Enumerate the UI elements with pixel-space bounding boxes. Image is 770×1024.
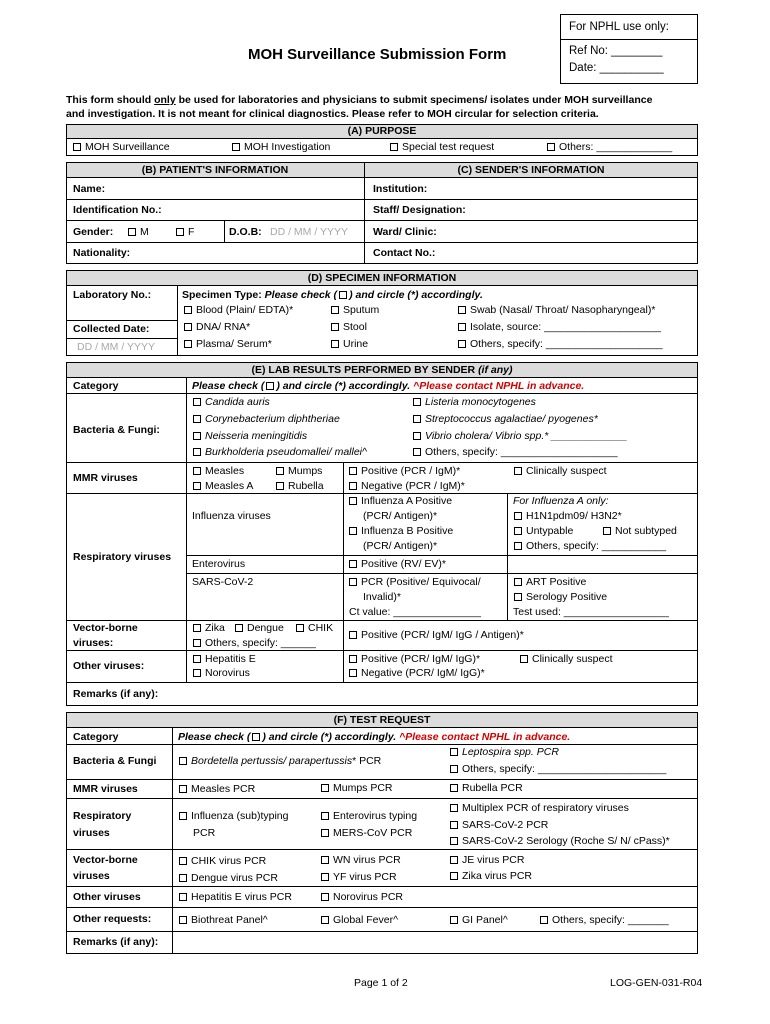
test-category-header: Category bbox=[73, 731, 119, 743]
purpose-others[interactable]: Others: _____________ bbox=[547, 141, 672, 154]
checkbox-icon[interactable] bbox=[413, 432, 421, 440]
checkbox-icon[interactable] bbox=[514, 542, 522, 550]
patient-info-title: (B) PATIENT'S INFORMATION bbox=[141, 164, 289, 176]
ward-label[interactable]: Ward/ Clinic: bbox=[373, 226, 437, 238]
checkbox-icon[interactable] bbox=[193, 467, 201, 475]
patient-id-label[interactable]: Identification No.: bbox=[73, 204, 162, 216]
checkbox-icon[interactable] bbox=[193, 639, 201, 647]
test-mers-pcr[interactable]: MERS-CoV PCR bbox=[321, 827, 412, 840]
collected-date-label: Collected Date: bbox=[73, 323, 150, 335]
lab-flu-b-positive[interactable]: Influenza B Positive bbox=[349, 525, 453, 538]
test-rubella-pcr[interactable]: Rubella PCR bbox=[450, 782, 523, 795]
checkbox-icon[interactable] bbox=[349, 467, 357, 475]
test-norovirus-pcr[interactable]: Norovirus PCR bbox=[321, 891, 403, 904]
test-mumps-pcr[interactable]: Mumps PCR bbox=[321, 782, 393, 795]
page-title: MOH Surveillance Submission Form bbox=[248, 46, 507, 63]
specimen-isolate[interactable]: Isolate, source: ____________________ bbox=[458, 321, 661, 334]
lab-vector-category-2: viruses: bbox=[73, 637, 114, 649]
test-multiplex[interactable]: Multiplex PCR of respiratory viruses bbox=[450, 802, 629, 815]
lab-sars-pcr[interactable]: PCR (Positive/ Equivocal/ bbox=[349, 576, 481, 589]
lab-flu-a-sub: (PCR/ Antigen)* bbox=[363, 510, 438, 522]
purpose-moh-investigation[interactable]: MOH Investigation bbox=[232, 141, 330, 154]
test-wn-pcr[interactable]: WN virus PCR bbox=[321, 854, 401, 867]
dob-input[interactable]: DD / MM / YYYY bbox=[270, 226, 348, 238]
nphl-use-label: For NPHL use only: bbox=[569, 21, 669, 33]
lab-ct-value[interactable]: Ct value: _______________ bbox=[349, 606, 481, 618]
checkbox-icon[interactable] bbox=[603, 527, 611, 535]
checkbox-icon[interactable] bbox=[458, 340, 466, 348]
lab-hepatitis-e[interactable]: Hepatitis E bbox=[193, 653, 256, 666]
lab-art-positive[interactable]: ART Positive bbox=[514, 576, 586, 589]
checkbox-icon[interactable] bbox=[349, 631, 357, 639]
checkbox-icon[interactable] bbox=[450, 916, 458, 924]
lab-not-subtyped[interactable]: Not subtyped bbox=[603, 525, 677, 538]
test-hepatitis-e-pcr[interactable]: Hepatitis E virus PCR bbox=[179, 891, 292, 904]
lab-strep[interactable]: Streptococcus agalactiae/ pyogenes* bbox=[413, 413, 598, 426]
lab-chik[interactable]: CHIK bbox=[296, 622, 333, 635]
specimen-swab[interactable]: Swab (Nasal/ Throat/ Nasopharyngeal)* bbox=[458, 304, 655, 317]
checkbox-icon[interactable] bbox=[514, 467, 522, 475]
test-resp-category: Respiratory bbox=[73, 810, 132, 822]
lab-dengue[interactable]: Dengue bbox=[235, 622, 284, 635]
lab-mmr-clinical[interactable]: Clinically suspect bbox=[514, 465, 607, 478]
test-je-pcr[interactable]: JE virus PCR bbox=[450, 854, 524, 867]
lab-zika[interactable]: Zika bbox=[193, 622, 225, 635]
checkbox-icon[interactable] bbox=[321, 784, 329, 792]
test-other-category: Other viruses bbox=[73, 891, 141, 903]
specimen-stool[interactable]: Stool bbox=[331, 321, 367, 334]
page-number: Page 1 of 2 bbox=[354, 977, 408, 989]
lab-serology-positive[interactable]: Serology Positive bbox=[514, 591, 607, 604]
checkbox-icon[interactable] bbox=[184, 323, 192, 331]
lab-resp-others[interactable]: Others, specify: ___________ bbox=[514, 540, 666, 553]
lab-other-negative[interactable]: Negative (PCR/ IgM/ IgG)* bbox=[349, 667, 485, 680]
checkbox-icon[interactable] bbox=[450, 837, 458, 845]
checkbox-icon[interactable] bbox=[179, 785, 187, 793]
test-enterovirus-typing[interactable]: Enterovirus typing bbox=[321, 810, 417, 823]
contact-label[interactable]: Contact No.: bbox=[373, 247, 436, 259]
checkbox-icon[interactable] bbox=[179, 916, 187, 924]
checkbox-icon[interactable] bbox=[193, 398, 201, 406]
checkbox-icon[interactable] bbox=[349, 578, 357, 586]
specimen-sputum[interactable]: Sputum bbox=[331, 304, 379, 317]
lab-other-clinical[interactable]: Clinically suspect bbox=[520, 653, 613, 666]
lab-coryne[interactable]: Corynebacterium diphtheriae bbox=[193, 413, 340, 426]
purpose-moh-surveillance[interactable]: MOH Surveillance bbox=[73, 141, 170, 154]
checkbox-icon[interactable] bbox=[179, 757, 187, 765]
lab-results-title: (E) LAB RESULTS PERFORMED BY SENDER (if any) bbox=[251, 364, 513, 376]
lab-norovirus[interactable]: Norovirus bbox=[193, 667, 250, 680]
checkbox-icon[interactable] bbox=[331, 323, 339, 331]
test-influenza-typing[interactable]: Influenza (sub)typing bbox=[179, 810, 288, 823]
lab-entero-positive[interactable]: Positive (RV/ EV)* bbox=[349, 558, 446, 571]
test-yf-pcr[interactable]: YF virus PCR bbox=[321, 871, 397, 884]
specimen-blood[interactable]: Blood (Plain/ EDTA)* bbox=[184, 304, 293, 317]
test-chik-pcr[interactable]: CHIK virus PCR bbox=[179, 855, 266, 868]
test-sars-serology[interactable]: SARS-CoV-2 Serology (Roche S/ N/ cPass)* bbox=[450, 835, 670, 848]
test-zika-pcr[interactable]: Zika virus PCR bbox=[450, 870, 532, 883]
checkbox-icon[interactable] bbox=[193, 448, 201, 456]
checkbox-icon[interactable] bbox=[179, 893, 187, 901]
checkbox-icon[interactable] bbox=[514, 593, 522, 601]
test-other-requests: Other requests: bbox=[73, 913, 152, 925]
lab-results-instruction: Please check ( ) and circle (*) accordingly. ^Please contact NPHL in advance. bbox=[192, 380, 585, 392]
lab-for-flu-a: For Influenza A only: bbox=[513, 495, 609, 507]
checkbox-icon[interactable] bbox=[184, 340, 192, 348]
lab-sars-label: SARS-CoV-2 bbox=[192, 576, 254, 588]
specimen-plasma[interactable]: Plasma/ Serum* bbox=[184, 338, 272, 351]
checkbox-icon[interactable] bbox=[458, 323, 466, 331]
lab-vector-category: Vector-borne bbox=[73, 622, 138, 634]
lab-candida[interactable]: Candida auris bbox=[193, 396, 270, 409]
test-bact-others[interactable]: Others, specify: ______________________ bbox=[450, 763, 666, 776]
ref-no-field[interactable]: Ref No: ________ bbox=[569, 45, 663, 57]
lab-flu-b-sub: (PCR/ Antigen)* bbox=[363, 540, 438, 552]
lab-no-label[interactable]: Laboratory No.: bbox=[73, 289, 152, 301]
checkbox-icon[interactable] bbox=[413, 398, 421, 406]
gender-f-option[interactable]: F bbox=[176, 226, 194, 239]
checkbox-icon[interactable] bbox=[232, 143, 240, 151]
specimen-info-title: (D) SPECIMEN INFORMATION bbox=[307, 272, 457, 284]
checkbox-icon[interactable] bbox=[321, 873, 329, 881]
institution-label[interactable]: Institution: bbox=[373, 183, 428, 195]
checkbox-icon[interactable] bbox=[450, 765, 458, 773]
checkbox-icon[interactable] bbox=[321, 893, 329, 901]
checkbox-icon[interactable] bbox=[331, 306, 339, 314]
checkbox-icon[interactable] bbox=[179, 812, 187, 820]
specimen-urine[interactable]: Urine bbox=[331, 338, 368, 351]
checkbox-icon[interactable] bbox=[184, 306, 192, 314]
lab-vector-others[interactable]: Others, specify: ______ bbox=[193, 637, 316, 650]
specimen-others[interactable]: Others, specify: ____________________ bbox=[458, 338, 663, 351]
specimen-type-label: Specimen Type: Please check ( ) and circle (*) accordingly. bbox=[182, 289, 483, 301]
patient-name-label[interactable]: Name: bbox=[73, 183, 106, 195]
checkbox-icon bbox=[339, 291, 347, 299]
nationality-label[interactable]: Nationality: bbox=[73, 247, 131, 259]
lab-burkholderia[interactable]: Burkholderia pseudomallei/ mallei^ bbox=[193, 446, 367, 459]
test-bordetella[interactable]: Bordetella pertussis/ parapertussis* PCR bbox=[179, 755, 381, 768]
lab-flu-a-positive[interactable]: Influenza A Positive bbox=[349, 495, 452, 508]
lab-remarks-label[interactable]: Remarks (if any): bbox=[73, 688, 159, 700]
checkbox-icon[interactable] bbox=[349, 655, 357, 663]
lab-vector-positive[interactable]: Positive (PCR/ IgM/ IgG / Antigen)* bbox=[349, 629, 524, 642]
checkbox-icon[interactable] bbox=[193, 624, 201, 632]
checkbox-icon[interactable] bbox=[547, 143, 555, 151]
lab-untypable[interactable]: Untypable bbox=[514, 525, 573, 538]
checkbox-icon[interactable] bbox=[349, 497, 357, 505]
lab-other-category: Other viruses: bbox=[73, 660, 145, 672]
checkbox-icon[interactable] bbox=[296, 624, 304, 632]
nphl-date-field[interactable]: Date: __________ bbox=[569, 62, 664, 74]
checkbox-icon[interactable] bbox=[193, 432, 201, 440]
test-request-title: (F) TEST REQUEST bbox=[333, 714, 431, 726]
checkbox-icon[interactable] bbox=[390, 143, 398, 151]
checkbox-icon[interactable] bbox=[450, 804, 458, 812]
checkbox-icon[interactable] bbox=[450, 784, 458, 792]
test-sars-pcr[interactable]: SARS-CoV-2 PCR bbox=[450, 819, 548, 832]
test-measles-pcr[interactable]: Measles PCR bbox=[179, 783, 255, 796]
checkbox-icon[interactable] bbox=[520, 655, 528, 663]
intro-text: This form should only be used for laboratories and physicians to submit specimens/ isolates under MOH surveillance bbox=[66, 94, 653, 106]
intro-text-line2: and investigation. It is not meant for clinical diagnostics. Please refer to MOH circular for selection criteria. bbox=[66, 108, 599, 120]
checkbox-icon[interactable] bbox=[349, 527, 357, 535]
test-biothreat[interactable]: Biothreat Panel^ bbox=[179, 914, 268, 927]
lab-test-used[interactable]: Test used: __________________ bbox=[513, 606, 669, 618]
lab-bact-category: Bacteria & Fungi: bbox=[73, 424, 160, 436]
lab-mmr-positive[interactable]: Positive (PCR / IgM)* bbox=[349, 465, 460, 478]
test-bact-category: Bacteria & Fungi bbox=[73, 755, 157, 767]
lab-mmr-negative[interactable]: Negative (PCR / IgM)* bbox=[349, 480, 465, 493]
test-remarks-label[interactable]: Remarks (if any): bbox=[73, 936, 159, 948]
lab-rubella[interactable]: Rubella bbox=[276, 480, 324, 493]
lab-neisseria[interactable]: Neisseria meningitidis bbox=[193, 430, 307, 443]
lab-enterovirus-label: Enterovirus bbox=[192, 558, 246, 570]
test-influenza-typing-2: PCR bbox=[193, 827, 216, 839]
test-dengue-pcr[interactable]: Dengue virus PCR bbox=[179, 872, 278, 885]
test-vector-category: Vector-borne bbox=[73, 854, 138, 866]
gender-m-option[interactable]: M bbox=[128, 226, 149, 239]
test-global-fever[interactable]: Global Fever^ bbox=[321, 914, 398, 927]
checkbox-icon[interactable] bbox=[321, 829, 329, 837]
checkbox-icon[interactable] bbox=[193, 655, 201, 663]
lab-vibrio[interactable]: Vibrio cholera/ Vibrio spp.* _____________ bbox=[413, 430, 627, 443]
lab-other-positive[interactable]: Positive (PCR/ IgM/ IgG)* bbox=[349, 653, 480, 666]
dob-label: D.O.B: bbox=[229, 226, 262, 238]
lab-h1n1[interactable]: H1N1pdm09/ H3N2* bbox=[514, 510, 622, 523]
checkbox-icon[interactable] bbox=[349, 482, 357, 490]
checkbox-icon[interactable] bbox=[331, 340, 339, 348]
lab-mumps[interactable]: Mumps bbox=[276, 465, 322, 478]
test-instruction: Please check ( ) and circle (*) accordingly. ^Please contact NPHL in advance. bbox=[178, 731, 571, 743]
checkbox-icon[interactable] bbox=[321, 856, 329, 864]
gender-label: Gender: bbox=[73, 226, 114, 238]
checkbox-icon[interactable] bbox=[193, 482, 201, 490]
checkbox-icon[interactable] bbox=[450, 748, 458, 756]
checkbox-icon[interactable] bbox=[276, 482, 284, 490]
lab-sars-pcr-sub: Invalid)* bbox=[363, 591, 401, 603]
checkbox-icon[interactable] bbox=[179, 857, 187, 865]
checkbox-icon[interactable] bbox=[128, 228, 136, 236]
lab-resp-category: Respiratory viruses bbox=[73, 551, 172, 563]
checkbox-icon[interactable] bbox=[413, 448, 421, 456]
lab-listeria[interactable]: Listeria monocytogenes bbox=[413, 396, 536, 409]
checkbox-icon[interactable] bbox=[176, 228, 184, 236]
checkbox-icon[interactable] bbox=[514, 512, 522, 520]
lab-bact-others[interactable]: Others, specify: ____________________ bbox=[413, 446, 618, 459]
checkbox-icon[interactable] bbox=[179, 874, 187, 882]
purpose-title: (A) PURPOSE bbox=[347, 125, 417, 137]
checkbox-icon[interactable] bbox=[321, 812, 329, 820]
test-others[interactable]: Others, specify: _______ bbox=[540, 914, 669, 927]
test-gi-panel[interactable]: GI Panel^ bbox=[450, 914, 508, 927]
checkbox-icon[interactable] bbox=[540, 916, 548, 924]
test-resp-category-2: viruses bbox=[73, 827, 110, 839]
checkbox-icon[interactable] bbox=[458, 306, 466, 314]
lab-results-category-header: Category bbox=[73, 380, 119, 392]
checkbox-icon[interactable] bbox=[235, 624, 243, 632]
staff-label[interactable]: Staff/ Designation: bbox=[373, 204, 466, 216]
collected-date-input[interactable]: DD / MM / YYYY bbox=[77, 341, 155, 353]
document-code: LOG-GEN-031-R04 bbox=[610, 977, 703, 989]
checkbox-icon[interactable] bbox=[193, 669, 201, 677]
checkbox-icon[interactable] bbox=[276, 467, 284, 475]
sender-info-title: (C) SENDER'S INFORMATION bbox=[457, 164, 605, 176]
checkbox-icon[interactable] bbox=[413, 415, 421, 423]
test-mmr-category: MMR viruses bbox=[73, 783, 138, 795]
test-vector-category-2: viruses bbox=[73, 870, 110, 882]
lab-influenza-label: Influenza viruses bbox=[192, 510, 271, 522]
checkbox-icon[interactable] bbox=[450, 821, 458, 829]
checkbox-icon[interactable] bbox=[514, 578, 522, 586]
checkbox-icon[interactable] bbox=[73, 143, 81, 151]
checkbox-icon[interactable] bbox=[349, 560, 357, 568]
checkbox-icon[interactable] bbox=[450, 856, 458, 864]
checkbox-icon[interactable] bbox=[193, 415, 201, 423]
checkbox-icon[interactable] bbox=[321, 916, 329, 924]
checkbox-icon bbox=[266, 382, 274, 390]
lab-mmr-category: MMR viruses bbox=[73, 472, 138, 484]
checkbox-icon[interactable] bbox=[514, 527, 522, 535]
checkbox-icon[interactable] bbox=[349, 669, 357, 677]
lab-measles-a[interactable]: Measles A bbox=[193, 480, 253, 493]
lab-measles[interactable]: Measles bbox=[193, 465, 244, 478]
test-leptospira[interactable]: Leptospira spp. PCR bbox=[450, 746, 559, 759]
checkbox-icon[interactable] bbox=[450, 872, 458, 880]
purpose-special-test[interactable]: Special test request bbox=[390, 141, 494, 154]
specimen-dna[interactable]: DNA/ RNA* bbox=[184, 321, 250, 334]
checkbox-icon bbox=[252, 733, 260, 741]
